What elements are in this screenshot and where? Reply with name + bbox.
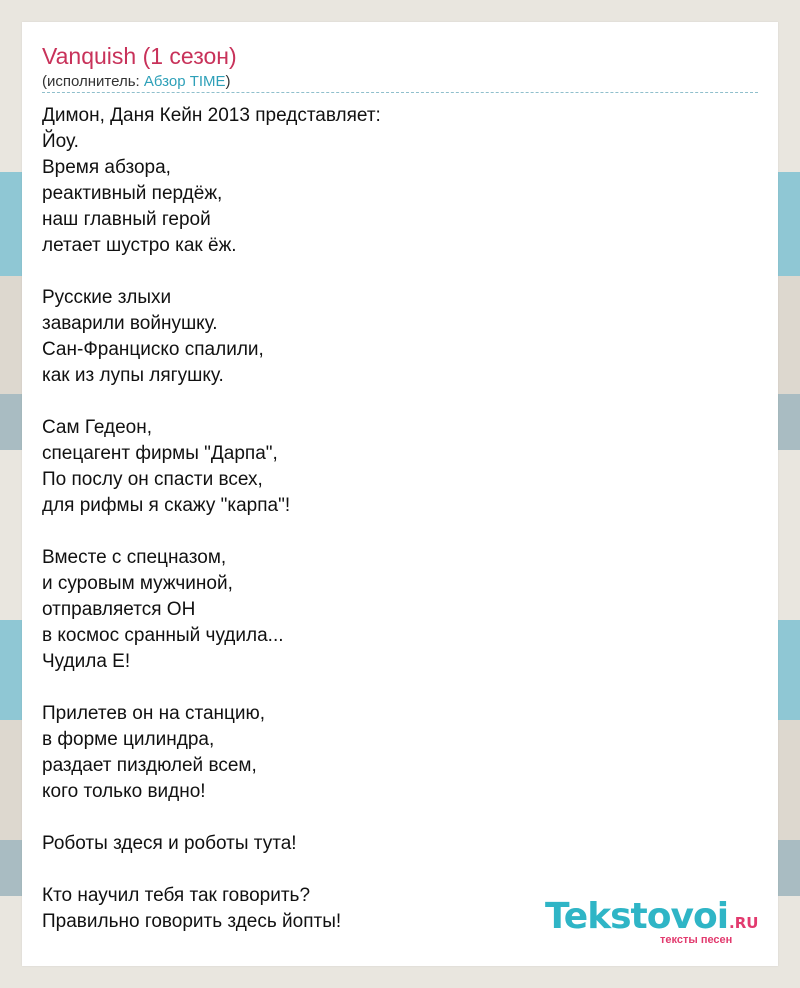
- lyrics-card: [22, 22, 778, 966]
- lyric-line: Чудила Е!: [42, 651, 131, 672]
- lyric-line: как из лупы лягушку.: [42, 365, 224, 386]
- lyric-line: Кто научил тебя так говорить?: [42, 885, 311, 906]
- lyric-line: реактивный пердёж,: [42, 183, 223, 204]
- lyric-line: Правильно говорить здесь йопты!: [42, 911, 342, 932]
- lyric-line: наш главный герой: [42, 209, 211, 230]
- artist-suffix: ): [225, 73, 231, 90]
- lyric-line: Время абзора,: [42, 157, 171, 178]
- lyric-line: заварили войнушку.: [42, 313, 218, 334]
- lyric-line: Прилетев он на станцию,: [42, 703, 266, 724]
- lyric-line: в космос сранный чудила...: [42, 625, 284, 646]
- lyric-line: отправляется ОН: [42, 599, 196, 620]
- lyric-line: Сан-Франциско спалили,: [42, 339, 264, 360]
- lyric-blank-line: [42, 805, 381, 831]
- lyric-line: спецагент фирмы "Дарпа",: [42, 443, 278, 464]
- logo-wordmark: Tekstovoi: [545, 896, 729, 937]
- lyric-blank-line: [42, 389, 381, 415]
- lyric-line: Димон, Даня Кейн 2013 представляет:: [42, 105, 381, 126]
- lyric-line: По послу он спасти всех,: [42, 469, 263, 490]
- artist-line: [42, 73, 231, 91]
- lyric-line: в форме цилиндра,: [42, 729, 215, 750]
- lyric-line: и суровым мужчиной,: [42, 573, 233, 594]
- lyric-blank-line: [42, 675, 381, 701]
- song-title: Vanquish (1 сезон): [42, 43, 237, 69]
- lyric-line: кого только видно!: [42, 781, 206, 802]
- lyric-line: летает шустро как ёж.: [42, 235, 237, 256]
- lyric-line: раздает пиздюлей всем,: [42, 755, 257, 776]
- lyric-blank-line: [42, 857, 381, 883]
- lyric-blank-line: [42, 259, 381, 285]
- lyric-line: Роботы здеся и роботы тута!: [42, 833, 297, 854]
- lyric-line: Йоу.: [42, 131, 79, 152]
- site-logo[interactable]: [545, 896, 759, 946]
- lyrics-text: [42, 103, 381, 935]
- artist-link[interactable]: Абзор TIME: [143, 73, 226, 90]
- title-divider: [42, 92, 758, 93]
- lyric-line: для рифмы я скажу "карпа"!: [42, 495, 291, 516]
- lyric-line: Вместе с спецназом,: [42, 547, 227, 568]
- lyric-line: Сам Гедеон,: [42, 417, 153, 438]
- artist-prefix: (исполнитель:: [42, 73, 144, 90]
- lyric-line: Русские злыхи: [42, 287, 172, 308]
- lyric-blank-line: [42, 519, 381, 545]
- logo-tagline: тексты песен: [660, 934, 733, 946]
- logo-domain: .RU: [729, 914, 759, 932]
